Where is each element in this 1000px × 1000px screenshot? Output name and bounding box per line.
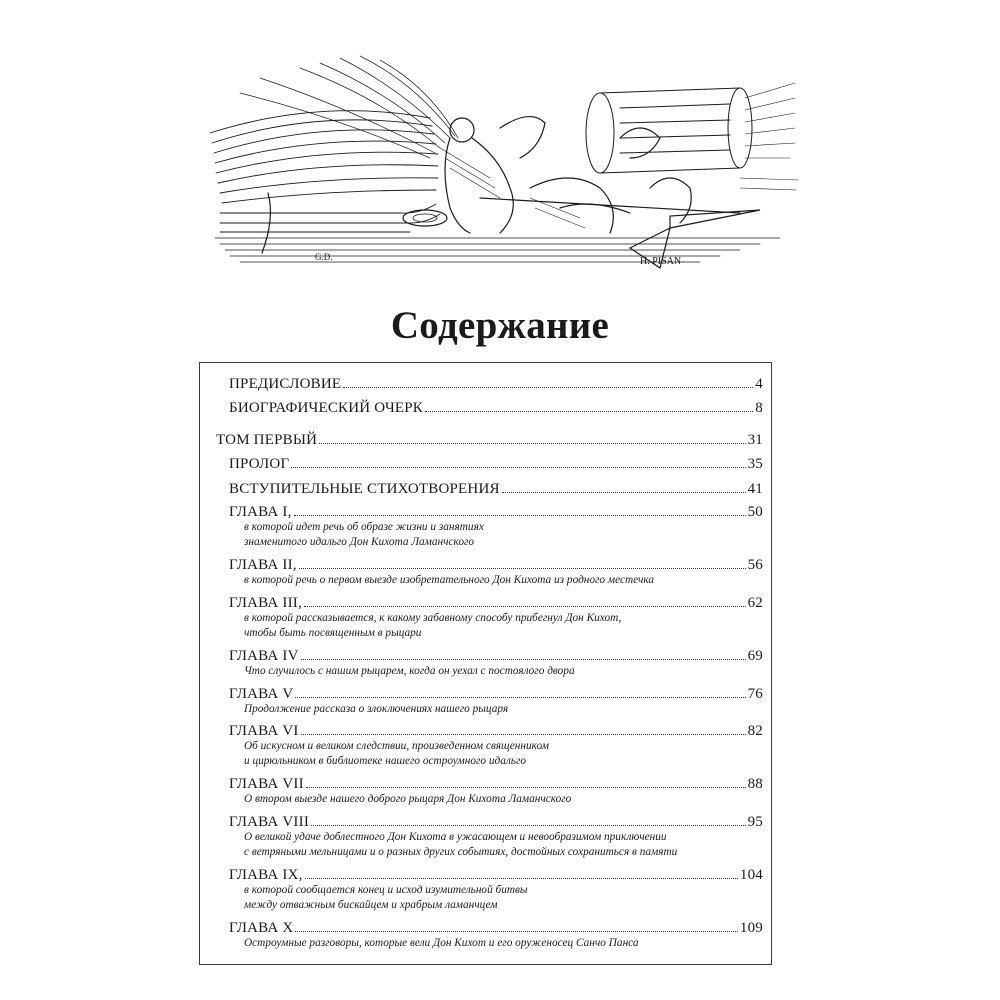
entry-description: в которой идет речь об образе жизни и занятиях xyxy=(244,521,484,533)
leader-dots xyxy=(343,383,753,388)
entry-page: 95 xyxy=(747,814,763,830)
leader-dots xyxy=(299,564,746,569)
entry-title: ГЛАВА IV xyxy=(229,648,299,664)
entry-title: ГЛАВА V xyxy=(229,686,294,702)
entry-page: 109 xyxy=(739,920,763,936)
entry-description: знаменитого идальго Дон Кихота Ламанчского xyxy=(244,536,475,548)
leader-dots xyxy=(425,407,753,412)
entry-title: ГЛАВА VIII xyxy=(229,814,310,830)
leader-dots xyxy=(311,821,746,826)
entry-description: Об искусном и великом следствии, произведенном священником xyxy=(244,740,549,752)
entry-page: 82 xyxy=(747,723,763,739)
illustration-signature-left: G.D. xyxy=(315,252,333,262)
leader-dots xyxy=(305,874,738,879)
leader-dots xyxy=(294,511,746,516)
entry-title: ГЛАВА III, xyxy=(229,595,302,611)
page-title: Содержание xyxy=(390,304,610,347)
leader-dots xyxy=(295,693,745,698)
entry-title: ТОМ ПЕРВЫЙ xyxy=(216,432,318,448)
entry-page: 69 xyxy=(747,648,763,664)
entry-page: 8 xyxy=(755,400,763,416)
entry-title: ГЛАВА VII xyxy=(229,776,304,792)
entry-page: 88 xyxy=(747,776,763,792)
leader-dots xyxy=(301,655,746,660)
leader-dots xyxy=(301,730,746,735)
entry-description: в которой рассказывается, к какому забавному способу прибегнул Дон Кихот, xyxy=(244,612,622,624)
leader-dots xyxy=(304,602,746,607)
leader-dots xyxy=(502,488,746,493)
entry-description: Остроумные разговоры, которые вели Дон Кихот и его оруженосец Санчо Панса xyxy=(244,937,639,949)
table-of-contents xyxy=(199,362,772,965)
entry-page: 35 xyxy=(747,456,763,472)
entry-title: ГЛАВА IX, xyxy=(229,867,303,883)
entry-description: и цирюльником в библиотеке нашего остроумного идальго xyxy=(244,755,526,767)
entry-title: ГЛАВА I, xyxy=(229,504,292,520)
entry-page: 4 xyxy=(755,376,763,392)
entry-page: 31 xyxy=(747,432,763,448)
entry-description: Что случилось с нашим рыцарем, когда он уехал с постоялого двора xyxy=(244,665,575,677)
entry-page: 50 xyxy=(747,504,763,520)
leader-dots xyxy=(291,463,745,468)
entry-title: ГЛАВА VI xyxy=(229,723,299,739)
entry-title: ГЛАВА X xyxy=(229,920,294,936)
entry-description: в которой сообщается конец и исход изумительной битвы xyxy=(244,884,528,896)
leader-dots xyxy=(306,783,746,788)
entry-page: 56 xyxy=(747,557,763,573)
entry-description: О втором выезде нашего доброго рыцаря Дон Кихота Ламанчского xyxy=(244,793,572,805)
entry-description: с ветряными мельницами и о разных других событиях, достойных сохраниться в памяти xyxy=(244,846,678,858)
book-illustration xyxy=(200,38,800,288)
entry-description: О великой удаче доблестного Дон Кихота в ужасающем и невообразимом приключении xyxy=(244,831,667,843)
entry-page: 104 xyxy=(739,867,763,883)
entry-title: ПРЕДИСЛОВИЕ xyxy=(229,376,342,392)
entry-description: Продолжение рассказа о злоключениях нашего рыцаря xyxy=(244,703,509,715)
entry-title: ВСТУПИТЕЛЬНЫЕ СТИХОТВОРЕНИЯ xyxy=(229,481,500,497)
entry-page: 41 xyxy=(747,481,763,497)
leader-dots xyxy=(319,439,745,444)
entry-description: между отважным бискайцем и храбрым ламанчцем xyxy=(244,899,498,911)
entry-description: в которой речь о первом выезде изобретательного Дон Кихота из родного местечка xyxy=(244,574,655,586)
entry-title: БИОГРАФИЧЕСКИЙ ОЧЕРК xyxy=(229,400,423,416)
entry-description: чтобы быть посвященным в рыцари xyxy=(244,627,422,639)
entry-page: 62 xyxy=(747,595,763,611)
illustration-signature-right: H. PISAN xyxy=(640,256,682,267)
entry-page: 76 xyxy=(747,686,763,702)
entry-title: ПРОЛОГ xyxy=(229,456,290,472)
leader-dots xyxy=(295,927,737,932)
entry-title: ГЛАВА II, xyxy=(229,557,297,573)
